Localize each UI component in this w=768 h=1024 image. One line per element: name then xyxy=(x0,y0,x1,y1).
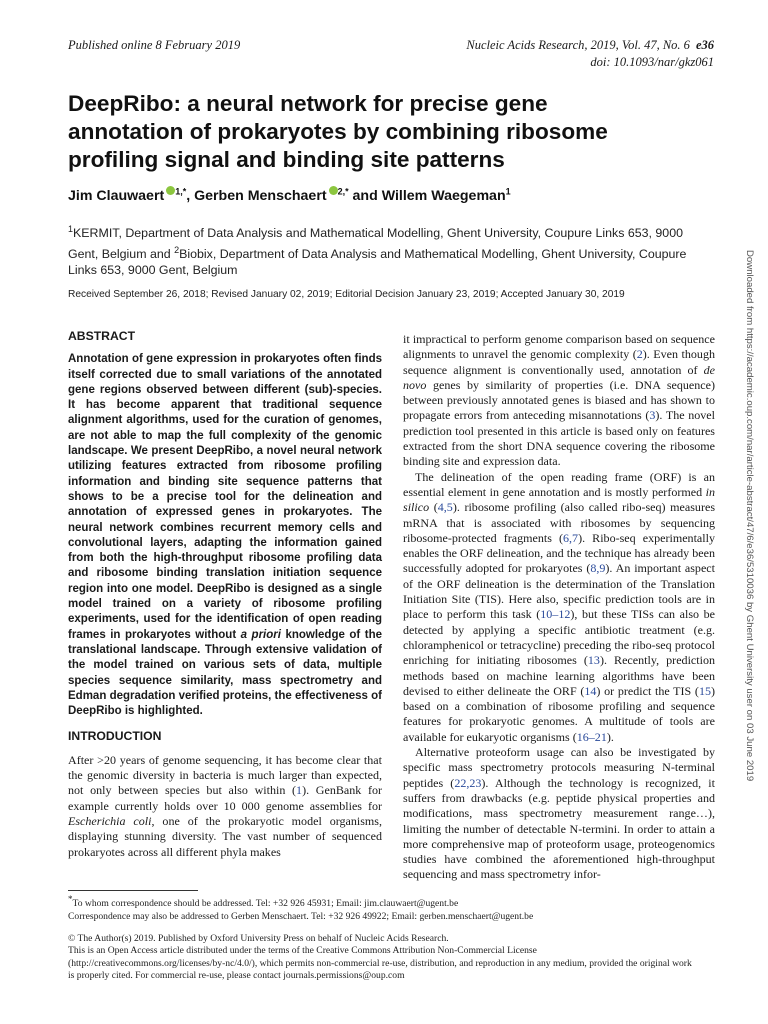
abstract-emphasis: a priori xyxy=(240,628,281,641)
body-text: ). An important aspect of the ORF delineation is the determination of the Translation Initiation Site (TIS). Here also, specific prediction tools are in place to perform this task ( xyxy=(403,561,715,622)
body-text: it impractical to perform genome comparison based on sequence alignments to unravel the genomic complexity ( xyxy=(403,332,715,362)
reference-link[interactable]: 1 xyxy=(296,783,303,798)
reference-link[interactable]: 14 xyxy=(584,683,597,698)
reference-link[interactable]: 10–12 xyxy=(540,607,571,622)
body-text: ( xyxy=(429,500,438,515)
reference-link[interactable]: 15 xyxy=(698,683,711,698)
reference-link[interactable]: 13 xyxy=(587,653,600,668)
reference-link[interactable]: 16–21 xyxy=(576,729,607,744)
license-line: This is an Open Access article distributed under the terms of the Creative Commons Attribution Non-Commercial License xyxy=(68,945,537,957)
body-text: ). Although the technology is recognized, it suffers from drawbacks (e.g. peptide physical properties and modifications, mass spectrometry measurement range…), limiting the number of detectable N-termini. In order to attain a more comprehensive map of proteoform usage, proteogenomics studies have combined the aforementioned high-throughput sequencing and mass spectrometry infor- xyxy=(403,775,715,882)
body-text: ) based on a combination of ribosome profiling and sequence features for prokaryotic genomes. A multitude of tools are available for eukaryotic organisms ( xyxy=(403,683,715,744)
affil-sup: 2 xyxy=(174,244,180,255)
license-line: (http://creativecommons.org/licenses/by-nc/4.0/), which permits non-commercial re-use, distribution, and reproduction in any medium, provided the original work xyxy=(68,957,692,969)
abstract-heading: ABSTRACT xyxy=(68,329,136,343)
correspondence-note xyxy=(68,893,718,911)
affil-sup: 1 xyxy=(68,224,74,234)
body-paragraph xyxy=(403,470,715,745)
author-sup: 1,* xyxy=(175,186,187,197)
article-code: e36 xyxy=(695,38,714,52)
body-emphasis: in silico xyxy=(403,484,715,515)
copyright-line: © The Author(s) 2019. Published by Oxford University Press on behalf of Nucleic Acids Research. xyxy=(68,933,449,944)
author-waegeman[interactable]: Willem Waegeman xyxy=(381,188,506,204)
body-text: ). Even though sequence alignment is conventionally used, annotation of xyxy=(403,347,715,377)
reference-link[interactable]: 6,7 xyxy=(563,530,579,545)
paper-title: DeepRibo: a neural network for precise gene annotation of prokaryotes by combining ribosome profiling signal and binding site patterns xyxy=(68,91,608,172)
affiliations xyxy=(68,221,708,279)
body-paragraph xyxy=(403,332,715,470)
journal-name: Nucleic Acids Research, 2019, Vol. 47, No. 6 xyxy=(466,38,690,52)
intro-text: ). GenBank for example currently holds over 10 000 genome assemblies for xyxy=(68,783,382,813)
reference-link[interactable]: 4,5 xyxy=(437,500,453,515)
download-sidebar: Downloaded from https://academic.oup.com/nar/article-abstract/47/6/e36/5310036 by Ghent University user on 03 June 2019 xyxy=(744,250,755,782)
intro-text: After >20 years of genome sequencing, it has become clear that the genomic diversity in bacteria is much larger than expected, not only between species but also within ( xyxy=(68,752,382,798)
journal-citation xyxy=(466,38,714,53)
body-text: ) or predict the TIS ( xyxy=(596,683,699,698)
body-emphasis: de novo xyxy=(403,362,715,392)
published-date: Published online 8 February 2019 xyxy=(68,38,241,52)
affil-kermit: KERMIT, Department of Data Analysis and Mathematical Modelling, Ghent University, Coupure Links 653, 9000 Gent, Belgium and xyxy=(68,226,683,261)
author-list xyxy=(68,186,511,204)
correspondence-note-2: Correspondence may also be addressed to Gerben Menschaert. Tel: +32 926 49922; Email: gerben.menschaert@ugent.be xyxy=(68,910,534,922)
body-text: ). Ribo-seq experimentally enables the ORF delineation, and the technique has already been successfully adopted for prokaryotes ( xyxy=(403,530,715,576)
received-dates: Received September 26, 2018; Revised January 02, 2019; Editorial Decision January 23, 2019; Accepted January 30, 2019 xyxy=(68,289,625,300)
correspondence-text: To whom correspondence should be addressed. Tel: +32 926 45931; Email: jim.clauwaert@ugent.be xyxy=(72,898,459,910)
author-clauwaert[interactable]: Jim Clauwaert xyxy=(68,188,165,204)
author-menschaert[interactable]: Gerben Menschaert xyxy=(194,188,327,204)
reference-link[interactable]: 3 xyxy=(649,408,656,423)
author-sup: 2,* xyxy=(337,186,349,197)
doi-link[interactable]: doi: 10.1093/nar/gkz061 xyxy=(590,55,714,69)
abstract-body-end: knowledge of the translational landscape. Through extensive validation of the model trained on various sets of data, multiple species sequence similarity, mass spectrometry and Edman degradation verified proteins, the effectiveness of DeepRibo is highlighted. xyxy=(68,628,382,718)
left-column xyxy=(68,329,382,860)
footnote-marker: * xyxy=(68,894,73,904)
body-text: Alternative proteoform usage can also be investigated by specific mass spectrometry protocols measuring N-terminal peptides ( xyxy=(403,745,715,790)
intro-paragraph xyxy=(68,753,382,860)
author-sup: 1 xyxy=(505,186,511,197)
species-name: Escherichia coli xyxy=(68,813,152,828)
abstract-text xyxy=(68,352,382,719)
author-separator: , xyxy=(186,188,195,204)
intro-text: , one of the prokaryotic model organisms, displaying stunning diversity. The vast number of sequenced prokaryotes across all different phyla makes xyxy=(68,813,383,859)
footnotes xyxy=(68,893,718,983)
right-column xyxy=(403,332,715,883)
affil-biobix: Biobix, Department of Data Analysis and Mathematical Modelling, Ghent University, Coupure Links 653, 9000 Gent, Belgium xyxy=(68,246,687,278)
footnote-divider xyxy=(68,890,198,891)
body-text: ), but these TISs can also be detected by applying a specific antibiotic treatment (e.g. chloramphenicol or tetracycline) preceding the ribo-seq protocol enriching for initiating ribosomes ( xyxy=(403,607,715,668)
reference-link[interactable]: 8,9 xyxy=(590,561,606,576)
orcid-icon[interactable] xyxy=(329,186,338,195)
abstract-body: Annotation of gene expression in prokaryotes often finds itself corrected due to small variations of the annotated gene regions observed between different (sub)-species. It has become apparent that traditional sequence alignment algorithms, used for the curation of genomes, are not able to map the full complexity of the genomic landscape. We present DeepRibo, a novel neural network utilizing features extracted from ribosome profiling information and binding site sequence patterns that shows to be a precise tool for the delineation and annotation of expressed genes in prokaryotes. The neural network combines recurrent memory cells and convolutional layers, adapting the information gained from both the high-throughput ribosome profiling data and ribosome binding translation initiation sequence region into one model. DeepRibo is designed as a single model trained on a variety of ribosome profiling experiments, used for the identification of open reading frames in prokaryotes without xyxy=(68,353,382,641)
body-text: ). xyxy=(606,729,614,744)
body-paragraph xyxy=(403,745,715,883)
reference-link[interactable]: 22,23 xyxy=(454,775,482,790)
body-text: The delineation of the open reading frame (ORF) is an essential element in gene annotation and is mostly performed xyxy=(403,469,715,499)
introduction-heading: INTRODUCTION xyxy=(68,729,162,744)
orcid-icon[interactable] xyxy=(166,186,175,195)
author-separator: and xyxy=(348,188,382,204)
reference-link[interactable]: 2 xyxy=(636,347,643,362)
license-line: is properly cited. For commercial re-use, please contact journals.permissions@oup.com xyxy=(68,970,405,982)
body-text: ). ribosome profiling (also called ribo-seq) measures mRNA that is associated with ribosomes by sequencing ribosome-protected fragments ( xyxy=(403,500,716,545)
body-text: ). Recently, prediction methods based on machine learning algorithms have been devised to either delineate the ORF ( xyxy=(403,653,716,698)
body-text: ). The novel prediction tool presented in this article is based only on features extracted from the short DNA sequence covering the ribosome binding site and expression data. xyxy=(403,408,715,469)
body-text: genes by similarity of properties (i.e. DNA sequence) between previously annotated genes is biased and has shown to propagate errors from anteceding misannotations ( xyxy=(403,377,715,423)
